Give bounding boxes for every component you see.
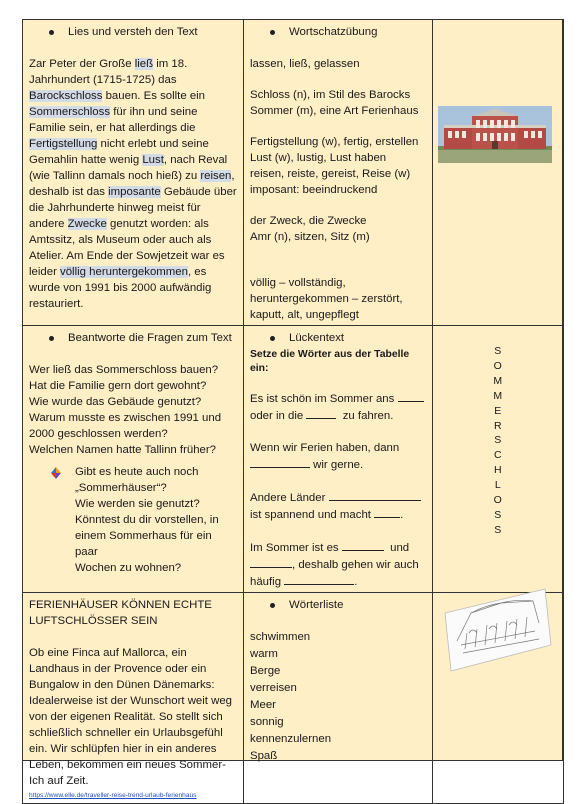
vocabulary-line: Amr (n), sitzen, Sitz (m) [250, 231, 370, 243]
extra-question-line: „Sommerhäuser“? [74, 482, 167, 494]
summer-house-sketch [441, 583, 553, 675]
gap-sentence [250, 489, 426, 506]
word-list-item: Spaß [250, 750, 278, 762]
extra-question-line: Wie werden sie genutzt? [74, 498, 200, 510]
highlighted-word: reisen [200, 170, 232, 182]
blank-field[interactable] [374, 506, 400, 518]
questions-heading [49, 330, 237, 346]
vocabulary-line: Schloss (n), im Stil des Barocks [250, 89, 411, 101]
sentence-part: Es ist schön im Sommer ans [250, 393, 395, 405]
text-segment: für ihn und seine Familie sein, er hat allerdings die [29, 106, 198, 134]
vocabulary-heading [270, 24, 426, 40]
sentence-part: Im Sommer ist es [250, 542, 339, 554]
question: Welchen Namen hatte Tallinn früher? [29, 444, 216, 456]
vertical-word [433, 326, 563, 538]
blank-field[interactable] [250, 556, 292, 568]
blank-field[interactable] [306, 407, 336, 419]
question: Hat die Familie gern dort gewohnt? [29, 380, 207, 392]
gap-sentence [250, 456, 426, 473]
vertical-letter: S [494, 523, 502, 536]
word-list-item: kennenzulernen [250, 733, 332, 745]
sentence-part: ist spannend und macht [250, 509, 371, 521]
sentence-part: Wenn wir Ferien haben, dann [250, 442, 400, 454]
highlighted-word: imposante [108, 186, 161, 198]
gap-sentence [250, 556, 426, 573]
text-segment: , nach Reval (wie Tallinn damals noch hieß) zu [29, 154, 228, 182]
text-segment: nicht erlebt und seine Gemahlin hatte wenig [29, 138, 209, 166]
vocabulary-line [250, 260, 426, 275]
blank-field[interactable] [398, 390, 424, 402]
gap-sentence [250, 573, 426, 590]
gap-sentence [250, 539, 426, 556]
word-list-item: warm [250, 648, 278, 660]
vocabulary-line: Sommer (m), eine Art Ferienhaus [250, 105, 419, 117]
word-list-item: Berge [250, 665, 281, 677]
text-segment: Zar Peter der Große [29, 58, 135, 70]
word-list-item: Meer [250, 699, 276, 711]
reading-heading [49, 24, 237, 40]
text-segment: bauen. Es sollte ein [102, 90, 206, 102]
vocabulary-line: heruntergekommen – zerstört, [250, 293, 403, 305]
source-link[interactable]: https://www.elle.de/traveller-reise-trend-urlaub-ferienhaus [29, 792, 197, 799]
reading-heading-text: Lies und versteh den Text [68, 26, 198, 38]
vertical-letter: L [494, 479, 502, 492]
bullet-icon [270, 603, 275, 608]
word-list-item: verreisen [250, 682, 297, 694]
blank-field[interactable] [250, 456, 310, 468]
text-segment: , deshalb ist das [29, 170, 235, 198]
extra-question-line: Gibt es heute auch noch [74, 466, 199, 478]
gap-sentence [250, 407, 426, 424]
question: Warum musste es zwischen 1991 und 2000 geschlossen werden? [29, 412, 222, 440]
highlighted-word: völlig heruntergekommen [60, 266, 188, 278]
vocabulary-line [250, 198, 426, 213]
gap-sentence [250, 440, 426, 456]
gap-text-cell [244, 326, 433, 593]
vertical-letter: H [493, 464, 503, 477]
gap-text-instruction: Setze die Wörter aus der Tabelle ein: [250, 349, 410, 374]
word-list-heading-text: Wörterliste [289, 599, 344, 611]
highlighted-word: Zwecke [67, 218, 107, 230]
sentence-part: zu fahren. [342, 410, 394, 422]
blank-field[interactable] [329, 489, 421, 501]
vertical-letter: S [494, 345, 502, 357]
vocabulary-line [250, 245, 426, 260]
diamond-bullet-icon [49, 466, 63, 480]
vertical-letter: O [493, 494, 503, 507]
reading-cell [23, 20, 244, 326]
text-segment: , es wurde von 1991 bis 2000 aufwändig restauriert. [29, 266, 212, 310]
word-list [250, 629, 426, 765]
vocabulary-line: imposant: beeindruckend [250, 184, 378, 196]
vertical-letter: S [494, 434, 502, 447]
questions-heading-text: Beantworte die Fragen zum Text [68, 332, 232, 344]
vocabulary-line: der Zweck, die Zwecke [250, 215, 367, 227]
extra-question-block [49, 464, 237, 576]
sentence-part: , deshalb gehen wir auch [292, 559, 419, 571]
gap-sentence [250, 390, 426, 407]
question-list [29, 362, 237, 458]
palace-photo [438, 106, 552, 163]
text-segment: genutzt worden: als Amtssitz, als Museum oder auch als Atelier. Am Ende der Sowjetzeit war es leider [29, 218, 225, 278]
word-list-item: sonnig [250, 716, 284, 728]
article-cell [23, 593, 244, 804]
extra-question-text [75, 464, 237, 576]
questions-cell [23, 326, 244, 593]
vertical-letter: S [494, 508, 502, 521]
article-text: Ob eine Finca auf Mallorca, ein Landhaus in der Provence oder ein Bungalow in den Dünen Dänemarks: Idealerweise ist der Wunschort weit weg von der eigenen Realität. So stellt sich schließlich schneller ein Urlaubsgefühl ein. Wir schlüpfen hier in ein anderes Leben, bekommen ein neues Sommer-Ich auf Zeit. [29, 647, 233, 787]
sentence-part: . [400, 509, 404, 521]
vertical-letter: O [493, 359, 503, 372]
word-list-cell [244, 593, 433, 804]
word-list-heading [270, 597, 426, 613]
vocabulary-line: Lust (w), lustig, Lust haben [250, 152, 387, 164]
highlighted-word: ließ [134, 58, 154, 70]
vertical-letter: M [493, 389, 503, 402]
text-segment: Gebäude über die Jahrhunderte hinweg meist für andere [29, 186, 237, 230]
vocabulary-line: völlig – vollständig, [250, 277, 346, 289]
gap-text-heading [270, 330, 426, 346]
vocabulary-line: Fertigstellung (w), fertig, erstellen [250, 136, 419, 148]
vocabulary-line [250, 72, 426, 87]
bullet-icon [49, 30, 54, 35]
blank-field[interactable] [342, 539, 384, 551]
vocabulary-line [250, 119, 426, 134]
vocabulary-line: reisen, reiste, gereist, Reise (w) [250, 168, 411, 180]
question: Wer ließ das Sommerschloss bauen? [29, 364, 219, 376]
letters-cell [433, 326, 564, 593]
highlighted-word: Sommerschloss [29, 106, 111, 118]
palace-image-cell [433, 20, 564, 326]
vertical-letter: E [494, 404, 502, 417]
highlighted-word: Barockschloss [29, 90, 103, 102]
bullet-icon [270, 30, 275, 35]
extra-question-line: Wochen zu wohnen? [74, 562, 182, 574]
vocabulary-line: kaputt, alt, ungepflegt [250, 309, 359, 321]
vertical-letter: C [493, 449, 503, 462]
vocabulary-list [250, 56, 426, 323]
bullet-icon [49, 336, 54, 341]
gap-sentence [250, 506, 426, 523]
article-heading-line: LUFTSCHLÖSSER SEIN [29, 615, 158, 627]
bullet-icon [270, 336, 275, 341]
vocabulary-heading-text: Wortschatzübung [289, 26, 378, 38]
gap-text-heading-text: Lückentext [289, 332, 345, 344]
vocabulary-line: lassen, ließ, gelassen [250, 58, 360, 70]
question: Wie wurde das Gebäude genutzt? [29, 396, 202, 408]
vertical-letter: M [493, 374, 503, 387]
text-segment: im 18. Jahrhundert (1715-1725) das [29, 58, 188, 86]
sentence-part: . [354, 576, 358, 588]
extra-question-line: einem Sommerhaus für ein paar [74, 530, 212, 558]
article-heading-line: FERIENHÄUSER KÖNNEN ECHTE [29, 599, 212, 611]
sentence-part: Andere Länder [250, 492, 326, 504]
highlighted-word: Lust [142, 154, 164, 166]
blank-field[interactable] [284, 573, 354, 585]
vertical-letter: R [493, 419, 503, 432]
sentence-part: oder in die [250, 410, 304, 422]
sentence-part: häufig [250, 576, 282, 588]
reading-text [29, 56, 237, 312]
extra-question-line: Könntest du dir vorstellen, in [74, 514, 219, 526]
sentence-part: wir gerne. [313, 459, 364, 471]
highlighted-word: Fertigstellung [29, 138, 98, 150]
vocabulary-cell [244, 20, 433, 326]
word-list-item: schwimmen [250, 631, 311, 643]
sentence-part: und [390, 542, 410, 554]
